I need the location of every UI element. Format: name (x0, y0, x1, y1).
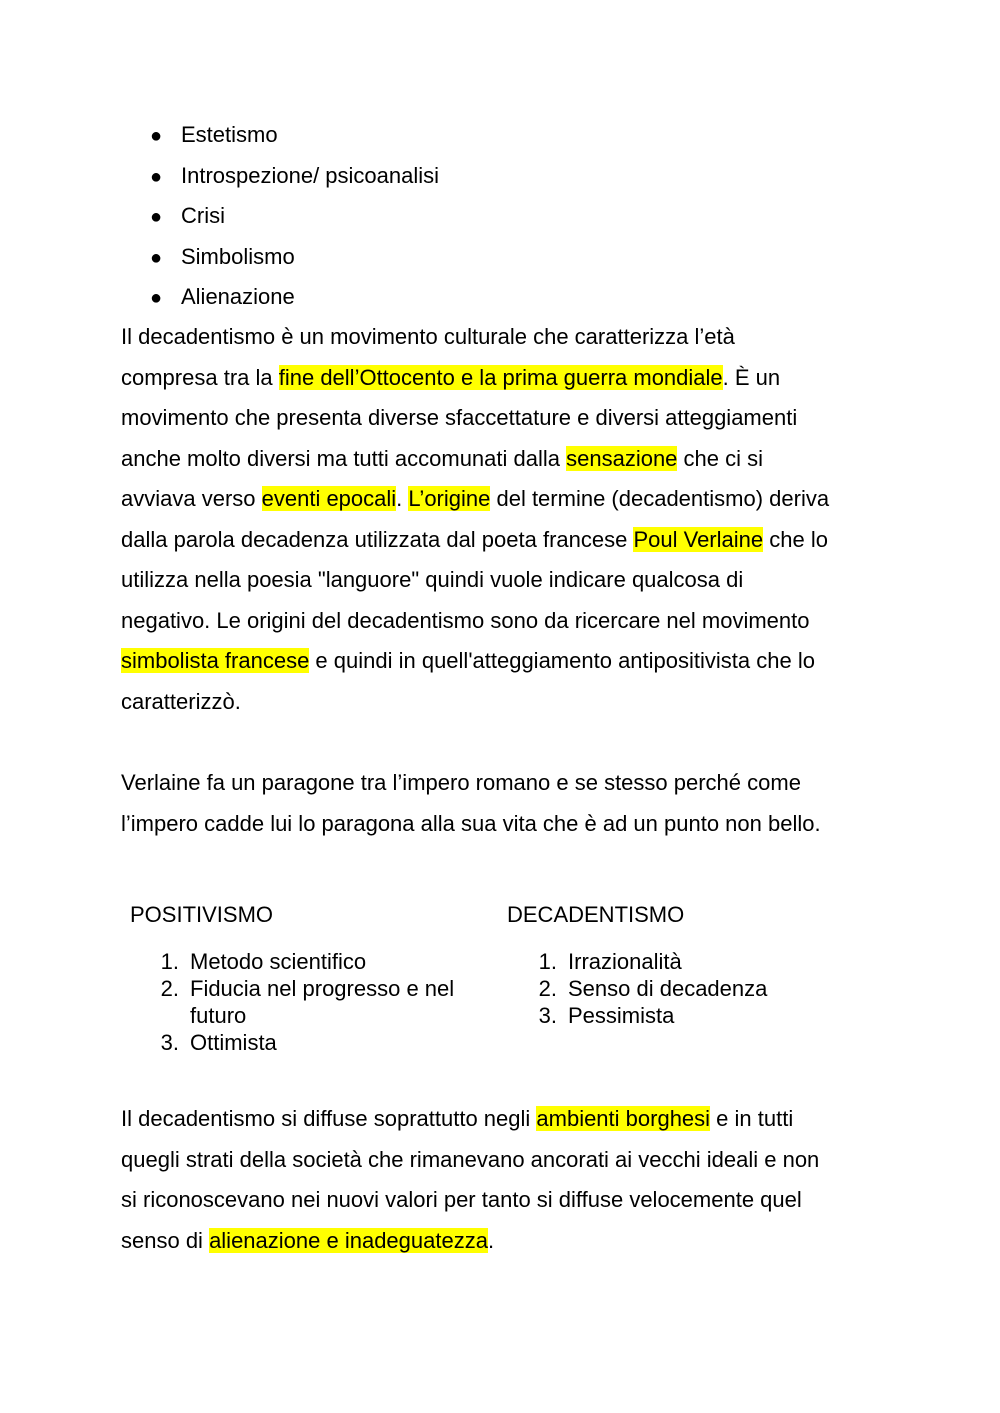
bullet-text: Simbolismo (181, 243, 295, 269)
text-line: Metodo scientifico (190, 949, 367, 974)
list-item-text (190, 1029, 277, 1056)
text-run: anche molto diversi ma tutti accomunati dalla (121, 445, 567, 471)
decadentismo-heading: DECADENTISMO (507, 902, 685, 927)
list-item (150, 277, 439, 318)
list-number: 3. (538, 1003, 557, 1028)
highlighted-text: simbolista francese (121, 648, 310, 673)
list-item-text (190, 975, 454, 1029)
text-run: e quindi in quell'atteggiamento antipositivista che lo (309, 648, 815, 673)
text-line: Verlaine fa un paragone tra l’impero romano e se stesso perché come (121, 770, 801, 795)
decadentismo-list (528, 948, 767, 1029)
text-run: che lo (763, 526, 828, 552)
text-line (121, 520, 901, 561)
text-line: l’impero cadde lui lo paragona alla sua vita che è ad un punto non bello. (121, 810, 821, 836)
text-line: Pessimista (568, 1003, 675, 1028)
text-run: compresa tra la (121, 364, 279, 390)
list-item (528, 1002, 767, 1029)
list-item-text (568, 948, 682, 975)
list-item (150, 115, 439, 156)
text-line (121, 1221, 901, 1262)
paragraph-diffusione (121, 1099, 901, 1261)
bullet-icon: ● (150, 206, 163, 228)
bullet-icon: ● (150, 165, 163, 188)
bullet-icon: ● (150, 246, 163, 269)
list-item (150, 237, 439, 278)
paragraph-decadentismo-intro (121, 317, 901, 722)
text-line (121, 358, 901, 399)
text-line: movimento che presenta diverse sfaccettature e diversi atteggiamenti (121, 405, 798, 430)
text-line: utilizza nella poesia "languore" quindi vuole indicare qualcosa di (121, 567, 744, 592)
bullet-text: Alienazione (181, 284, 295, 309)
text-line: quegli strati della società che rimanevano ancorati ai vecchi ideali e non (121, 1146, 820, 1172)
positivismo-list (150, 948, 454, 1056)
list-item (528, 975, 767, 1002)
list-item (150, 948, 454, 975)
list-item-text (190, 948, 366, 975)
text-line (121, 479, 901, 520)
highlighted-text: fine dell’Ottocento e la prima guerra mondiale (278, 364, 723, 390)
paragraph-verlaine (121, 763, 901, 844)
highlighted-text: eventi epocali (261, 486, 397, 511)
text-line (121, 641, 901, 682)
text-line: Irrazionalità (568, 949, 682, 974)
text-line: futuro (190, 1003, 247, 1028)
list-number: 1. (160, 949, 179, 974)
text-run: . (396, 486, 409, 511)
text-line (121, 1099, 901, 1140)
list-number: 2. (538, 976, 557, 1001)
list-number: 2. (160, 976, 179, 1001)
positivismo-heading: POSITIVISMO (130, 902, 274, 927)
text-line (121, 439, 901, 480)
text-line: si riconoscevano nei nuovi valori per tanto si diffuse velocemente quel (121, 1187, 802, 1212)
text-run: che ci si (677, 445, 764, 471)
list-item (150, 156, 439, 197)
bullet-icon: ● (150, 125, 163, 147)
highlighted-text: Poul Verlaine (633, 526, 764, 552)
list-number: 1. (538, 949, 557, 974)
bullet-text: Introspezione/ psicoanalisi (181, 162, 440, 188)
highlighted-text: L’origine (408, 486, 491, 511)
list-number: 3. (160, 1030, 179, 1055)
text-line: negativo. Le origini del decadentismo sono da ricercare nel movimento (121, 607, 810, 633)
text-line: Il decadentismo è un movimento culturale che caratterizza l’età (121, 324, 735, 349)
text-run: Il decadentismo si diffuse soprattutto negli (121, 1106, 537, 1131)
highlighted-text: alienazione e inadeguatezza (209, 1227, 488, 1253)
highlighted-text: ambienti borghesi (536, 1106, 711, 1131)
text-line: Fiducia nel progresso e nel (190, 976, 455, 1001)
list-item (150, 975, 454, 1029)
bullet-icon: ● (150, 287, 163, 309)
highlighted-text: sensazione (566, 445, 678, 471)
bullet-text: Estetismo (181, 122, 278, 147)
list-item (528, 948, 767, 975)
text-run: del termine (decadentismo) deriva (490, 486, 830, 511)
text-run: avviava verso (121, 486, 262, 511)
text-run: . È un (722, 364, 781, 390)
list-item (150, 1029, 454, 1056)
list-item-text (568, 1002, 674, 1029)
list-item-text (568, 975, 767, 1002)
text-line: Senso di decadenza (568, 976, 768, 1001)
text-line: caratterizzò. (121, 688, 241, 714)
text-run: e in tutti (710, 1106, 794, 1131)
text-run: senso di (121, 1227, 210, 1253)
text-run: dalla parola decadenza utilizzata dal poeta francese (121, 526, 634, 552)
text-run: . (487, 1227, 495, 1253)
keyword-bullet-list (150, 115, 439, 318)
bullet-text: Crisi (181, 203, 225, 228)
text-line: Ottimista (190, 1030, 277, 1055)
list-item (150, 196, 439, 237)
